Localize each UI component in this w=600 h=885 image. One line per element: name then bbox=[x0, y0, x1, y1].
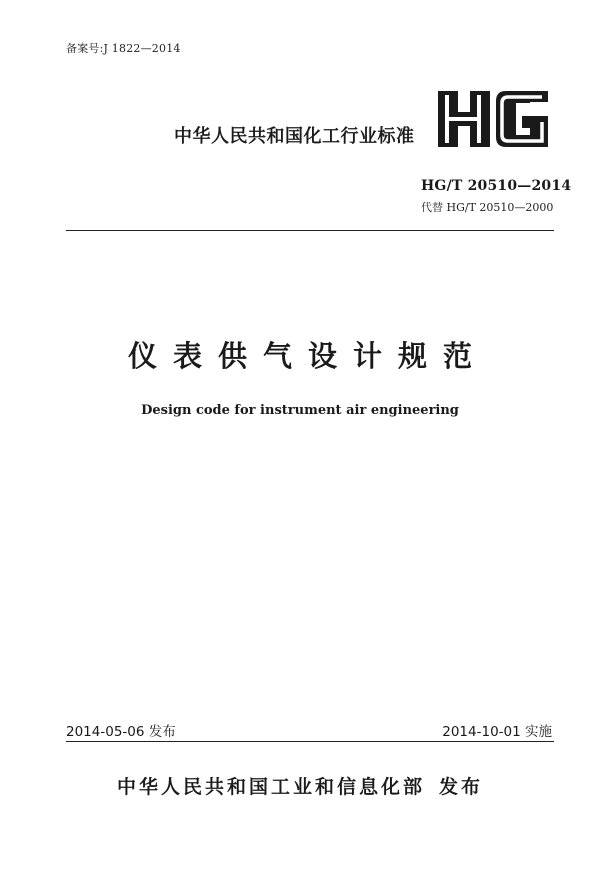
industry-standard-heading: 中华人民共和国化工行业标准 bbox=[174, 126, 415, 147]
h-letter bbox=[438, 91, 490, 147]
document-title-en: Design code for instrument air engineering bbox=[141, 403, 459, 418]
implementation-date: 2014-10-01 实施 bbox=[442, 724, 552, 740]
bottom-divider bbox=[66, 741, 554, 742]
issue-date: 2014-05-06 发布 bbox=[66, 724, 176, 740]
publisher-name: 中华人民共和国工业和信息化部 bbox=[116, 776, 425, 798]
replaces-standard: 代替 HG/T 20510—2000 bbox=[421, 201, 554, 214]
standard-number: HG/T 20510—2014 bbox=[421, 178, 572, 194]
g-letter bbox=[496, 91, 548, 147]
publisher-action: 发布 bbox=[439, 776, 484, 798]
record-number: 备案号:J 1822—2014 bbox=[66, 42, 181, 55]
hg-logo bbox=[436, 88, 552, 150]
document-title-cn: 仪表供气设计规范 bbox=[127, 339, 488, 373]
top-divider bbox=[66, 230, 554, 231]
publisher-line bbox=[0, 772, 600, 799]
